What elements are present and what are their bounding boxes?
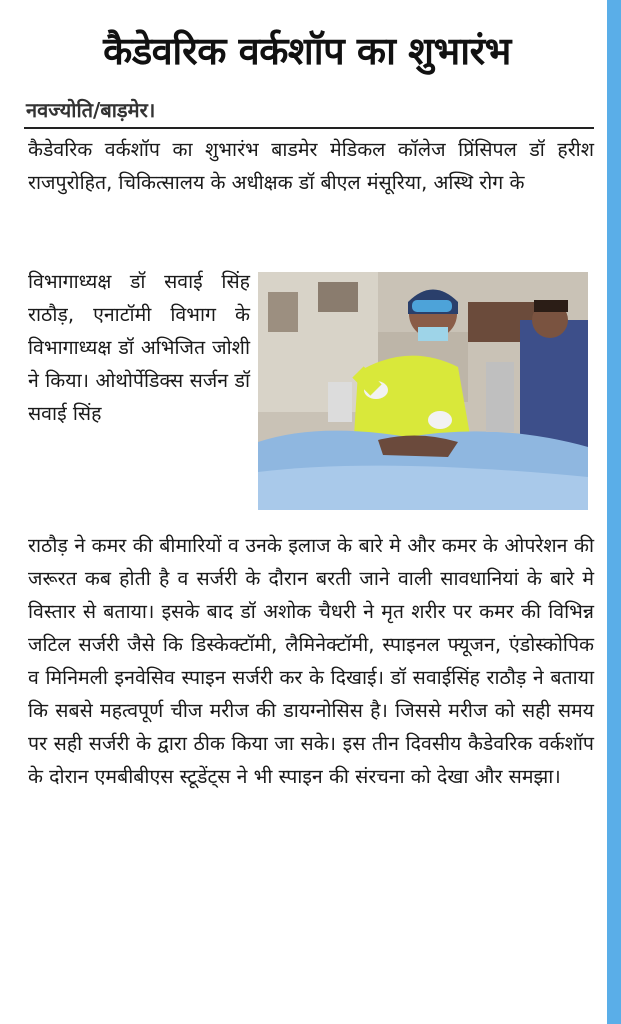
body-paragraph: राठौड़ ने कमर की बीमारियों व उनके इलाज के बारे मे और कमर के ओपरेशन की जरूरत कब होती है व सर्जरी के दौरान बरती जाने वाली सावधानियां के बारे मे विस्तार से बताया। इसके बाद डॉ अशोक चैधरी ने मृत शरीर पर कमर की विभिन्न जटिल सर्जरी जैसे कि डिस्केक्टॉमी, लैमिनेक्टॉमी, स्पाइनल फ्यूजन, एंडोस्कोपिक व मिनिमली इनवेसिव स्पाइन सर्जरी कर के दिखाई। डॉ सवाईसिंह राठौड़ ने बताया कि सबसे महत्वपूर्ण चीज मरीज की डायग्नोसिस है। जिससे मरीज को सही समय पर सही सर्जरी के द्वारा ठीक किया जा सके। इस तीन दिवसीय कैडेवरिक वर्कशॉप के दोरान एमबीबीएस स्टूडेंट्स ने भी स्पाइन की संरचना को देखा और समझा। [28,534,594,788]
headline: कैडेवरिक वर्कशॉप का शुभारंभ [103,29,511,73]
divider [24,127,594,129]
intro-paragraph: कैडेवरिक वर्कशॉप का शुभारंभ बाडमेर मेडिकल कॉलेज प्रिंसिपल डॉ हरीश राजपुरोहित, चिकित्सालय के अधीक्षक डॉ बीएल मंसूरिया, अस्थि रोग के [28,138,594,194]
surgery-photo [258,272,588,510]
newspaper-clipping [10,10,600,1014]
page-edge-bar [607,0,621,1024]
side-column-text: विभागाध्यक्ष डॉ सवाई सिंह राठौड़, एनाटॉमी विभाग के विभागाध्यक्ष डॉ अभिजित जोशी ने किया। ओथोर्पेडिक्स सर्जन डॉ सवाई सिंह [28,270,250,425]
dateline: नवज्योति/बाड़मेर। [26,98,156,122]
